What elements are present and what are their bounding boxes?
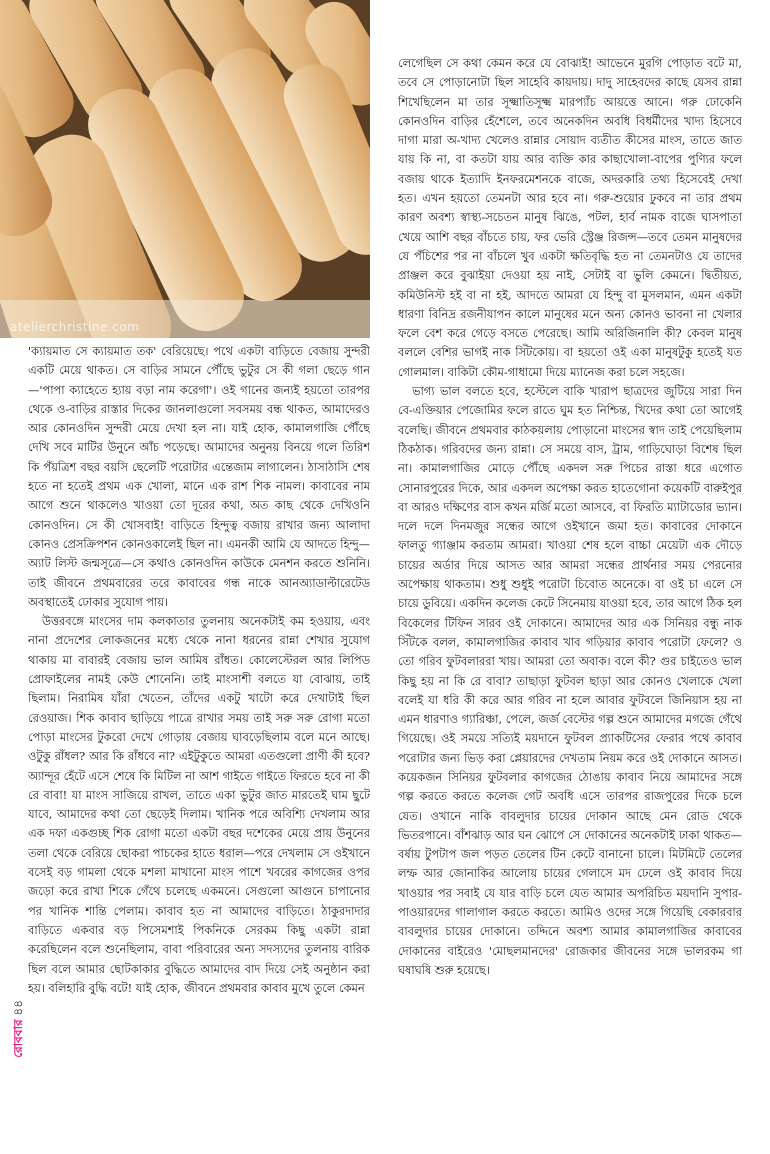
paragraph: 'ক্যায়মাত সে ক্যায়মাত তক' বেরিয়েছে। পথে একটা বাড়িতে বেজায় সুন্দরী একটি মেয়ে থাকত। সে বাড়ির সামনে পৌঁছে ভুটুর সে কী গলা ছেড়ে গান—'পাপা ক্যাহেতে হ্যায় বড়া নাম করেগা'। ওই গানের জন্যই হয়তো তারপর থেকে ও-বাড়ির রাস্তার দিকের জানলাগুলো সবসময় বন্ধ থাকত, আমাদেরও আর কোনওদিন সুন্দরী মেয়ে দেখা হল না। যাই হোক, কামালগাজি পৌঁছে দেখি সবে মাটির উনুনে আঁচ পড়েছে। আমাদের অনুনয় বিনয়ে গলে তিরিশ কি পঁয়ত্রিশ বছর বয়সি ছেলেটি পরোটার এন্তেজাম লাগালেন। ঠাসাঠাসি শেষ হতে না হতেই প্রথম এক খোলা, মানে এক রাশ শিক নামল। কাবাবের নাম আগে শুনে থাকলেও খাওয়া তো দূরের কথা, অত কাছ থেকে দেখিওনি কোনওদিন। সে কী খোসবাই! বাড়িতে হিন্দুত্ব বজায় রাখার জন্য আলাদা কোনও প্রেসক্রিপশন কোনওকালেই ছিল না। এমনকী আমি যে আদতে হিন্দু—অ্যাট লিস্ট জন্মসূত্রে—সে কথাও কোনওদিন কাউকে মেনশন করতে শুনিনি। তাই জীবনে প্রথমবারের তরে কাবাবের গন্ধ নাকে আনঅ্যাডাল্টারেটেড অবস্থাতেই ঢোকার সুযোগ পায়। — [28, 344, 370, 609]
paragraph: লেগেছিল সে কথা কেমন করে যে বোঝাই! আভেনে মুরগি পোড়াত বটে মা, তবে সে পোড়ানোটা ছিল সাহেবি কায়দায়। দাদু সাহেবদের কাছে যেসব রান্না শিখেছিলেন মা তার সূক্ষ্মাতিসূক্ষ্ম মারপ্যাঁচ আয়ত্তে আনে। গরু ঢোকেনি কোনওদিন বাড়ির হেঁশেলে, তবে অনেকদিন অবধি বিধর্মীদের খাদ্য হিসেবে দাগা মারা অ-খাদ্য খেলেও রান্নার সোয়াদ ব্যতীত কীসের মাংস, তাতে জাত যায় কি না, বা কতটা যায় আর ব্যক্তি কার কাছাখোলা-বাপের পুণ্যির ফলে বজায় থাকে ইত্যাদি ইনফরমেশনকে বাজে, অদরকারি তথ্য হিসেবেই দেখা হত। এখন হয়তো তেমনটা আর হবে না। গরু-শুয়োর ঢুকবে না তার প্রথম কারণ অবশ্য স্বাস্থ্য-সচেতন মানুষ ঝিঙে, পটল, হার্ব নামক বাজে ঘাসপাতা খেয়ে আশি বছর বাঁচতে চায়, ফর ভেরি স্ট্রেঞ্জ রিজন্স—তবে তেমন মানুষদের যে পঁচিশের পর না বাঁচলে খুব একটা ক্ষতিবৃদ্ধি হত না তেমনটাও যে তাদের প্রাঞ্জল করে বুঝাইয়া দেওয়া হয় নাই, সেটাই বা ভুলি কেমনে। দ্বিতীয়ত, কমিউনিস্ট হই বা না হই, আদতে আমরা যে হিন্দু বা মুসলমান, এমন একটা ধারণা বিনিদ্র রজনীযাপন কালে মানুষের মনে অন্য কোনও ভাবনা না খেলার ফলে বেশ করে গেড়ে বসতে পেরেছে। আমি অরিজিনালি কী? কেবল মানুষ বললে বেশির ভাগই নাক সিঁটকোয়। বা হয়তো ওই একা মানুষটুকু হতেই যত গোলমাল। বাকিটা কৌম-গাধামো দিয়ে ম্যানেজ করা চলে সহজে। — [398, 56, 742, 379]
spring-rolls-illustration — [0, 0, 370, 338]
photo-watermark: atelierchristine.com — [10, 320, 140, 334]
article-column-left — [28, 342, 370, 1112]
paragraph: ভাগ্য ভাল বলতে হবে, হস্টেলে বাকি খারাপ ছাত্রদের জুটিয়ে সারা দিন বে-এক্তিয়ার পেজোমির ফলে রাতে ঘুম হত নিশ্চিন্ত, খিদের কথা তো আগেই বলেছি। জীবনে প্রথমবার কাঠকয়লায় পোড়ানো মাংসের স্বাদ তাই পেয়েছিলাম ঠিকঠাক। গরিবদের জন্য রান্না। সে সময়ে বাস, ট্রাম, গাড়িঘোড়া বিশেষ ছিল না। কামালগাজির মোড়ে পৌঁছে একদল সরু পিচের রাস্তা ধরে এগোত সোনারপুরের দিকে, আর একদল অপেক্ষা করত হাতেগোনা কয়েকটি বারুইপুর বা আরও দক্ষিণের বাস কখন মর্জি মতো আসবে, বা ফিরতি ম্যাটাডোর ভ্যান। দলে দলে দিনমজুর সন্ধের আগে ওইখানে জমা হত। কাবাবের দোকানে ফালতু গ্যাঞ্জাম করতাম আমরা। খাওয়া শেষ হলে বাচ্চা মেয়েটা এক দৌড়ে চায়ের অর্ডার দিয়ে আসত আর আমরা সন্ধের প্রার্থনার সময় পেরনোর অপেক্ষায় থাকতাম। শুধু শুধুই পরোটা চিবোত অনেকে। বা ওই চা এলে সে চায়ে ডুবিয়ে। একদিন কলেজ কেটে সিনেমায় যাওয়া হবে, তার আগে ঠিক হল বিকেলের টিফিন সারব ওই দোকানে। আমাদের আর এক সিনিয়র বন্ধু নাক সিঁটকে বলল, কামালগাজির কাবাব খাব গড়িয়ার কাবাব পরোটা ফেলে? ও তো গরিব ফুটবলাররা খায়। আমরা তো অবাক। বলে কী? গুর চাইতেও ভাল কিছু হয় না কি রে বাবা? তাছাড়া ফুটবল ছাড়া আর কোনও খেলাকে খেলা বলেই যা ধরি কী করে আর গরিব না হলে আবার ফুটবলে জিনিয়াস হয় না এমন ধারণাও গ্যারিঞ্চা, পেলে, জর্জ বেস্টের গল্প শুনে আমাদের মগজে গেঁথে গিয়েছে। ওই সময়ে সত্যিই ময়দানে ফুটবল প্র্যাকটিসের ফেরার পথে কাবাব পরোটার জন্য ভিড় করা প্লেয়ারদের দেখতাম নিয়ম করে ওই দোকানে আসত। কয়েকজন সিনিয়র ফুটবলার কাগজের ঠোঙায় কাবাব নিয়ে আমাদের সঙ্গে গল্প করতে করতে কলেজ গেট অবধি এসে তারপর রাজপুরের দিকে চলে যেত। ওখানে নাকি বাবলুদার চায়ের দোকান আছে মেন রোড থেকে ভিতরপানে। বাঁশঝাড় আর ঘন ঝোপে সে দোকানের অনেকটাই ঢাকা থাকত—বর্ষায় টুপটাপ জল পড়ত তেলের টিন কেটে বানানো চালে। মিটমিটে তেলের লম্ফ আর জোনাকির আলোয় চায়ের গেলাসে মদ ঢেলে ওই কাবাব দিয়ে খাওয়ার পর সবাই যে যার বাড়ি চলে যেত আমার অপরিচিত ময়দানি সুপার-পাওয়ারদের গালাগাল করতে করতে। আমিও ওদের সঙ্গে গিয়েছি বেকারবার বাবলুদার চায়ের দোকানে। তদ্দিনে অবশ্য আমার কামালগাজির কাবাবের দোকানের বাইরেও 'মোছলমানদের' রোজকার জীবনের সঙ্গে ভালরকম গা ঘষাঘষি শুরু হয়েছে। — [398, 384, 742, 977]
magazine-name: রোববার — [11, 1019, 25, 1058]
article-column-right — [398, 54, 742, 1104]
page-folio — [10, 1000, 30, 1058]
page-number: ৪৪ — [11, 1000, 25, 1016]
food-photo — [0, 0, 370, 338]
paragraph: উত্তরবঙ্গে মাংসের দাম কলকাতার তুলনায় অনেকটাই কম হওয়ায়, এবং নানা প্রদেশের লোকজনের মধ্যে থেকে নানা ধরনের রান্না শেখার সুযোগ থাকায় মা বাবারই বেজায় ভাল আমিষ রাঁধত। কোলেস্টেরল আর লিপিড প্রোফাইলের নামই কেউ শোনেনি। তাই মাংসাশী বলতে যা বোঝায়, তাই ছিলাম। নিরামিষ যাঁরা খেতেন, তাঁদের একটু খাটো করে দেখাটাই ছিল রেওয়াজ। শিক কাবাব ছাড়িয়ে পাত্রে রাখার সময় তাই সরু সরু রোগা মতো পোড়া মাংসের টুকরো দেখে গোড়ায় বেজায় ঘাবড়েছিলাম বলে মনে আছে। ওটুকু রাঁধল? আর কি রাঁধবে না? এইটুকুতে আমরা এতগুলো প্রাণী কী হবে? অ্যান্দূর হেঁটে এসে শেষে কি মিটিল না আশ গাইতে গাইতে ফিরতে হবে না কী রে বাবা! যা মাংস সাজিয়ে রাখল, তাতে একা ভুটুর জাত মারতেই ঘাম ছুটে যাবে, আমাদের কথা তো ছেড়েই দিলাম। খানিক পরে অবিশ্যি দেখলাম আর এক দফা একগুচ্ছ শিক রোগা মতো একটা বছর দশেকের মেয়ে প্রায় উনুনের তলা থেকে বেরিয়ে ছোকরা পাচকের হাতে ধরাল—পরে দেখলাম সে ওইখানে বসেই বড় গামলা থেকে মশলা মাখানো মাংস পাশে খবরের কাগজের ওপর জড়ো করে রাখা শিকে গেঁথে চলেছে একমনে। সেগুলো আগুনে চাপানোর পর খানিক শান্তি পেলাম। কাবাব হত না আমাদের বাড়িতে। ঠাকুরদাদার বাড়িতে একবার বড় পিসেমশাই পিকনিকে সেরকম কিছু একটা রান্না করেছিলেন বলে শুনেছিলাম, বাবা পরিবারের অন্য সদস্যদের তুলনায় বারিক ছিল বলে আমার ছোটকাকার বুদ্ধিতে আমাদের বাদ দিয়ে সেই অনুষ্ঠান করা হয়। বলিহারি বুদ্ধি বটে! যাই হোক, জীবনে প্রথমবার কাবাব মুখে তুলে কেমন — [28, 614, 370, 995]
